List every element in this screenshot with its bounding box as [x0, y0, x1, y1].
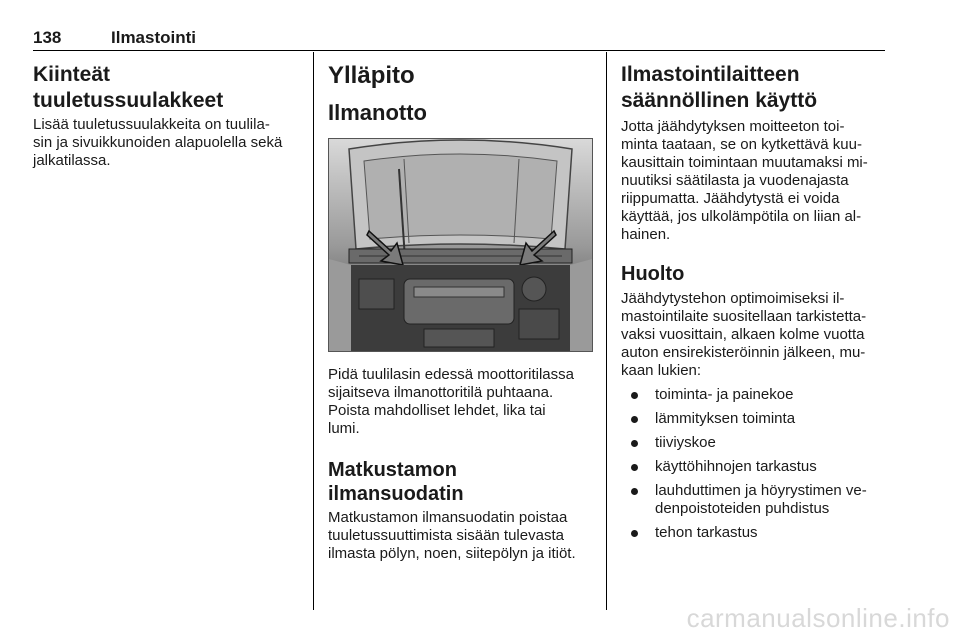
bullet-icon	[631, 440, 638, 447]
regular-use-heading: Ilmastointilaitteen säännöllinen käyttö	[621, 63, 818, 112]
bullet-icon	[631, 488, 638, 495]
list-item: toiminta- ja painekoe	[621, 386, 889, 404]
column-divider	[606, 52, 607, 610]
list-item: lauhduttimen ja höyrystimen ve- denpoistoteiden puhdistus	[621, 482, 889, 518]
air-intake-heading: Ilmanotto	[328, 100, 427, 125]
bullet-icon	[631, 530, 638, 537]
fixed-vents-heading: Kiinteät tuuletussuulakkeet	[33, 63, 224, 112]
fixed-vents-text: Lisää tuuletussuulakkeita on tuulila- sin ja sivuikkunoiden alapuolella sekä jalkatilassa.	[33, 116, 283, 169]
regular-use-text: Jotta jäähdytyksen moitteeton toi- minta taataan, se on kytkettävä kuu- kausittain toimintaan muutamaksi mi- nuutiksi säätilasta ja vuodenajasta riippumatta. Jäähdytystä ei voida käyttää, jos ulkolämpötila on liian al- hainen.	[621, 118, 868, 243]
service-text: Jäähdytystehon optimoimiseksi il- mastointilaite suositellaan tarkistetta- vaksi vuosittain, alkaen kolme vuotta auton ensirekisteröinnin jälkeen, mu- kaan lukien:	[621, 290, 867, 379]
column-divider	[313, 52, 314, 610]
bullet-icon	[631, 464, 638, 471]
bullet-icon	[631, 416, 638, 423]
column-fixed-vents	[33, 62, 301, 170]
maintenance-heading: Ylläpito	[328, 62, 415, 89]
list-item: lämmityksen toiminta	[621, 410, 889, 428]
section-title: Ilmastointi	[111, 28, 197, 47]
service-checklist	[621, 386, 889, 542]
cabin-filter-heading: Matkustamon ilmansuodatin	[328, 459, 464, 505]
cabin-filter-text: Matkustamon ilmansuodatin poistaa tuuletussuuttimista sisään tulevasta ilmasta pölyn, noen, siitepölyn ja itiöt.	[328, 509, 576, 562]
bullet-icon	[631, 392, 638, 399]
watermark: carmanualsonline.info	[686, 603, 950, 633]
engine-bay-illustration-icon	[328, 138, 593, 352]
page-header	[33, 28, 885, 51]
air-intake-text: Pidä tuulilasin edessä moottoritilassa sijaitseva ilmanottoritilä puhtaana. Poista mahdolliset lehdet, lika tai lumi.	[328, 366, 574, 437]
list-item: tiiviyskoe	[621, 434, 889, 452]
column-maintenance	[328, 62, 592, 563]
service-heading: Huolto	[621, 263, 685, 285]
list-item: käyttöhihnojen tarkastus	[621, 458, 889, 476]
list-item: tehon tarkastus	[621, 524, 889, 542]
column-regular-use	[621, 62, 889, 548]
page-number: 138	[33, 28, 62, 47]
